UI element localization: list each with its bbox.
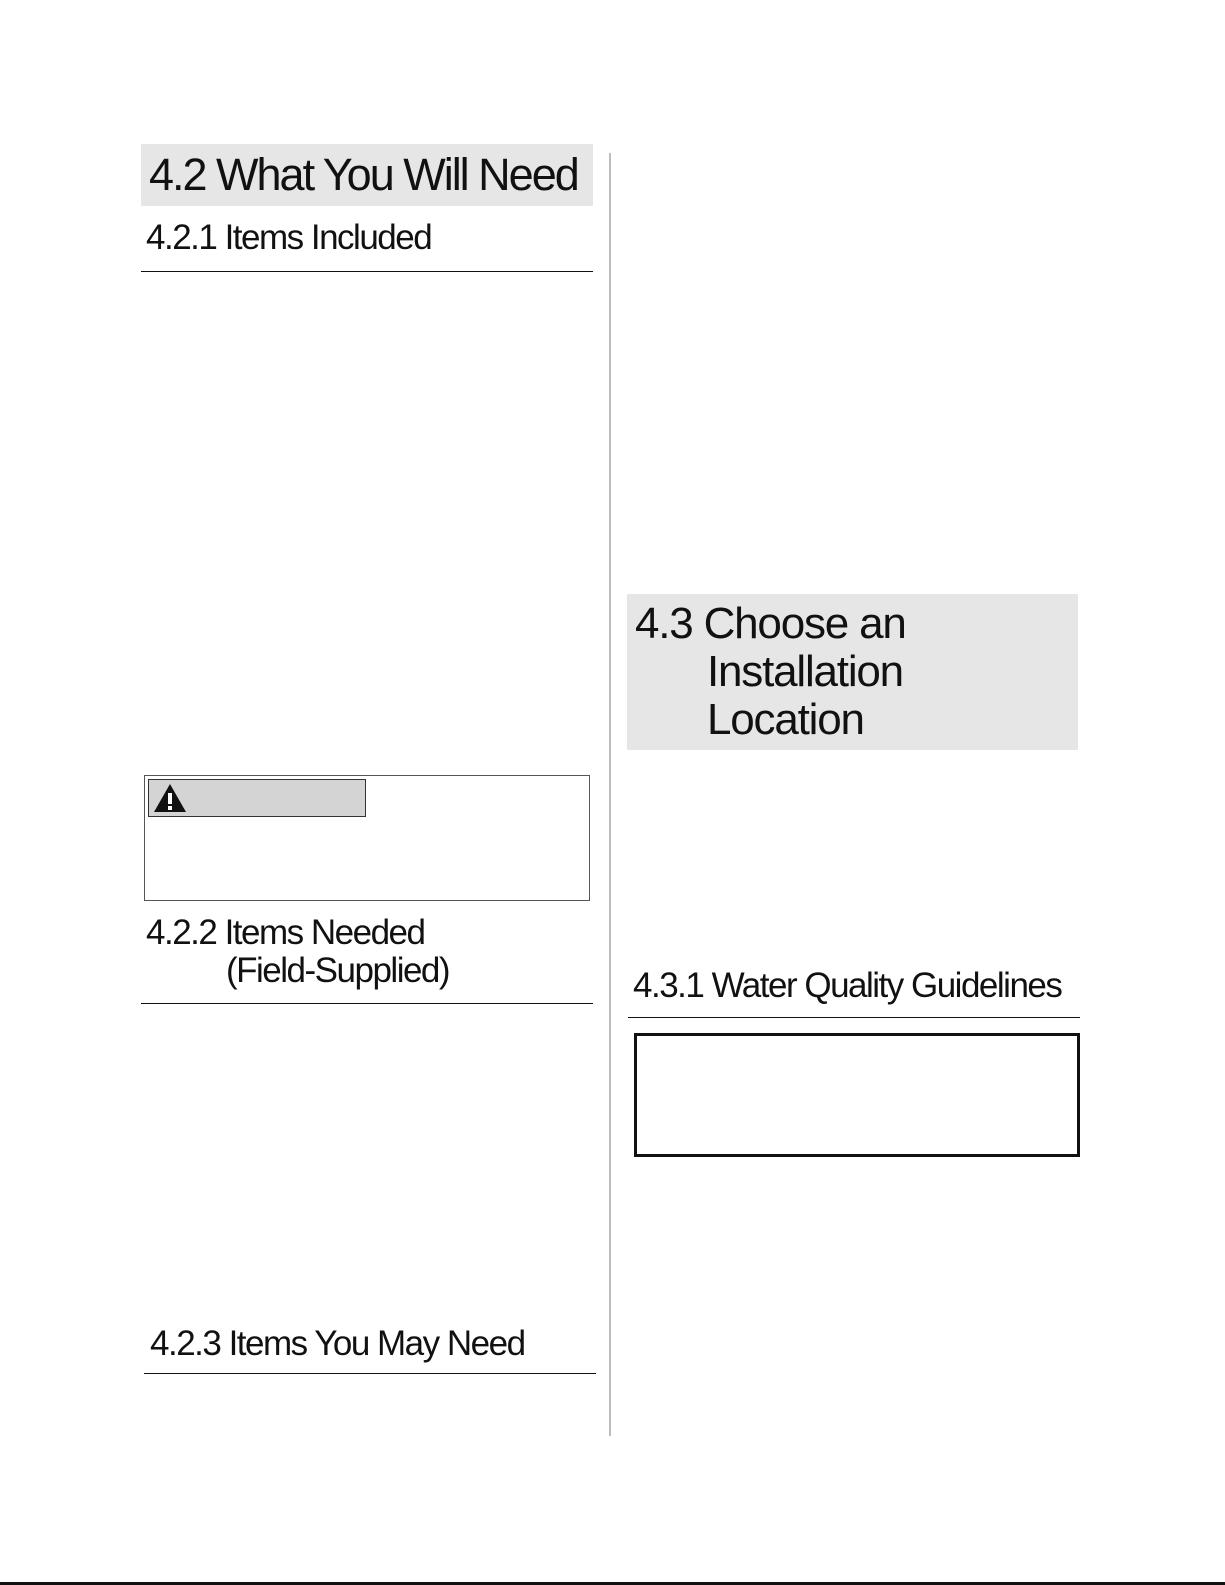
section-4-3-1-title: 4.3.1 Water Quality Guidelines — [633, 966, 1062, 1005]
section-4-3-1-header — [628, 967, 1080, 1018]
water-quality-notice-box — [634, 1033, 1080, 1157]
section-4-2-1-header — [141, 219, 593, 272]
section-4-2-title: 4.2 What You Will Need — [149, 149, 578, 200]
section-4-3-header — [627, 594, 1078, 750]
warning-box — [144, 775, 590, 901]
section-4-2-3-title: 4.2.3 Items You May Need — [150, 1324, 525, 1363]
section-4-2-1-title: 4.2.1 Items Included — [146, 218, 432, 257]
section-4-3-title-line2: Installation — [707, 647, 903, 696]
warning-triangle-icon — [153, 783, 187, 813]
section-4-2-2-title-line2: (Field-Supplied) — [226, 951, 450, 990]
section-4-2-2-header — [141, 914, 593, 1004]
section-4-3-title-line1: 4.3 Choose an — [635, 599, 906, 648]
warning-label — [148, 779, 366, 817]
section-4-2-3-header — [144, 1325, 596, 1374]
section-4-2-header — [141, 144, 593, 206]
section-4-3-title-line3: Location — [707, 695, 864, 744]
section-4-2-2-title-line1: 4.2.2 Items Needed — [146, 913, 425, 952]
column-divider — [609, 153, 611, 1436]
